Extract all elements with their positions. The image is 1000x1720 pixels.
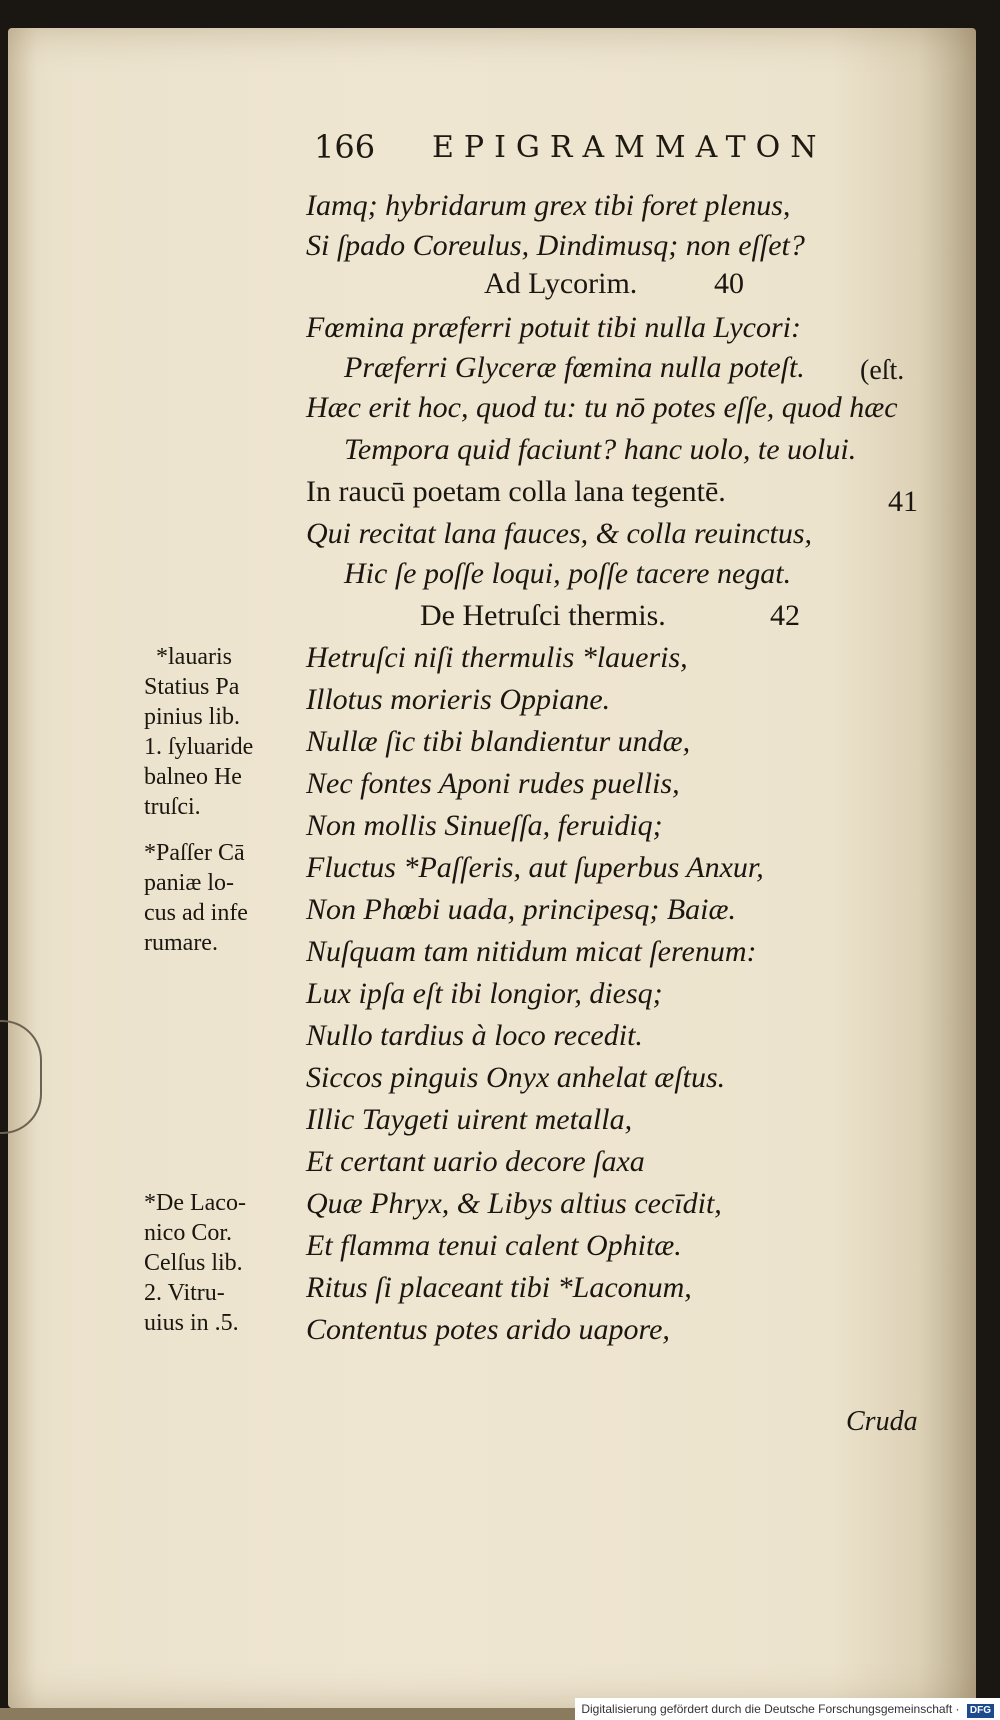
verse-line: Quæ Phryx, & Libys altius cecīdit,: [306, 1187, 722, 1220]
margin-note: pinius lib.: [144, 704, 241, 730]
verse-line: Præferri Glyceræ fœmina nulla poteſt.: [344, 351, 805, 384]
margin-note: *Paſſer Cā: [144, 840, 245, 866]
margin-note: balneo He: [144, 764, 242, 790]
verse-line: Contentus potes arido uapore,: [306, 1313, 670, 1346]
verse-line: Nullo tardius à loco recedit.: [306, 1019, 643, 1052]
verse-line: Ritus ſi placeant tibi *Laconum,: [306, 1271, 692, 1304]
margin-note: 1. ſyluaride: [144, 734, 254, 760]
verse-line: Qui recitat lana fauces, & colla reuinctus,: [306, 517, 813, 550]
footer-text: Digitalisierung gefördert durch die Deutsche Forschungsgemeinschaft ·: [581, 1702, 960, 1716]
margin-note: *lauaris: [156, 644, 232, 670]
verse-line: Hetruſci niſi thermulis *laueris,: [306, 641, 688, 674]
margin-note: paniæ lo-: [144, 870, 234, 896]
poem-title: De Hetruſci thermis.: [420, 599, 666, 632]
catchword: Cruda: [846, 1406, 918, 1437]
running-head: [314, 128, 914, 174]
verse-line: Et certant uario decore ſaxa: [306, 1145, 645, 1178]
verse-line: Hic ſe poſſe loqui, poſſe tacere negat.: [344, 557, 792, 590]
margin-note: *De Laco-: [144, 1190, 246, 1216]
verse-line: Et flamma tenui calent Ophitæ.: [306, 1229, 682, 1262]
book-page: [8, 28, 976, 1708]
verse-line: Lux ipſa eſt ibi longior, diesq;: [306, 977, 663, 1010]
footer-credit: [575, 1698, 1000, 1720]
margin-note: uius in .5.: [144, 1310, 239, 1336]
margin-note: cus ad infe: [144, 900, 248, 926]
margin-note: Celſus lib.: [144, 1250, 243, 1276]
margin-note: rumare.: [144, 930, 218, 956]
poem-title: Ad Lycorim.: [484, 267, 638, 300]
verse-line: Siccos pinguis Onyx anhelat æſtus.: [306, 1061, 726, 1094]
verse-line: Si ſpado Coreulus, Dindimusq; non eſſet?: [306, 229, 805, 262]
verse-line: Illic Taygeti uirent metalla,: [306, 1103, 633, 1136]
verse-line: Nuſquam tam nitidum micat ſerenum:: [306, 935, 757, 968]
poem-number: 41: [888, 485, 918, 518]
margin-note: nico Cor.: [144, 1220, 232, 1246]
verse-line: Tempora quid faciunt? hanc uolo, te uolui.: [344, 433, 857, 466]
verse-line: Nullæ ſic tibi blandientur undæ,: [306, 725, 691, 758]
margin-note: truſci.: [144, 794, 201, 820]
running-title: EPIGRAMMATON: [432, 130, 827, 165]
overflow-text: (eſt.: [860, 355, 905, 386]
verse-line: Iamq; hybridarum grex tibi foret plenus,: [306, 189, 791, 222]
margin-note: 2. Vitru-: [144, 1280, 225, 1306]
verse-line: Nec fontes Aponi rudes puellis,: [306, 767, 680, 800]
page-number: 166: [314, 128, 376, 166]
poem-number: 40: [714, 267, 744, 300]
poem-number: 42: [770, 599, 800, 632]
dfg-logo-icon: DFG: [967, 1704, 994, 1718]
verse-line: Hæc erit hoc, quod tu: tu nō potes eſſe, quod hæc: [306, 391, 898, 424]
verse-line: Fluctus *Paſſeris, aut ſuperbus Anxur,: [306, 851, 764, 884]
verse-line: Fœmina præferri potuit tibi nulla Lycori:: [306, 311, 801, 344]
margin-note: Statius Pa: [144, 674, 240, 700]
verse-line: Non mollis Sinueſſa, feruidiq;: [306, 809, 663, 842]
poem-title: In raucū poetam colla lana tegentē.: [306, 475, 726, 508]
verse-line: Non Phœbi uada, principesq; Baiæ.: [306, 893, 736, 926]
verse-line: Illotus morieris Oppiane.: [306, 683, 611, 716]
